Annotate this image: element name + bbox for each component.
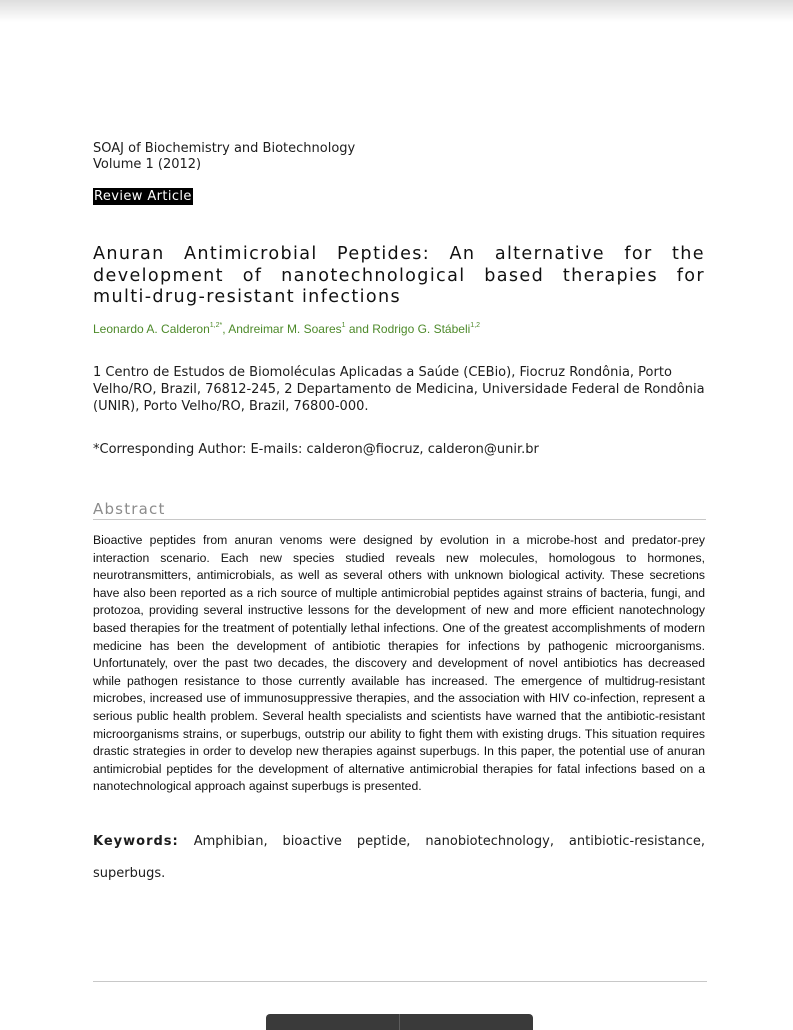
journal-header xyxy=(93,141,355,173)
toolbar-left-button[interactable] xyxy=(266,1014,399,1030)
page-footer-rule xyxy=(93,981,707,982)
author-list xyxy=(93,322,480,336)
author-name: Andreimar M. Soares xyxy=(228,322,342,336)
keywords xyxy=(93,826,705,890)
author-name: Rodrigo G. Stábeli xyxy=(372,322,471,336)
journal-volume: Volume 1 (2012) xyxy=(93,157,202,172)
keywords-label: Keywords: xyxy=(93,834,179,849)
viewer-toolbar xyxy=(266,1014,533,1030)
author-name: Leonardo A. Calderon xyxy=(93,322,210,336)
article-type-badge: Review Article xyxy=(94,189,192,204)
affiliations: 1 Centro de Estudos de Biomoléculas Aplicadas a Saúde (CEBio), Fiocruz Rondônia, Porto Velho/RO, Brazil, 76812-245, 2 Departamento de Medicina, Universidade Federal de Rondônia (UNIR), Porto Velho/RO, Brazil, 76800-000. xyxy=(93,365,705,414)
corresponding-author: *Corresponding Author: E-mails: calderon@fiocruz, calderon@unir.br xyxy=(93,442,539,457)
abstract-heading: Abstract xyxy=(93,500,706,520)
author-separator: and xyxy=(345,322,373,336)
abstract-text: Bioactive peptides from anuran venoms were designed by evolution in a microbe-host and predator-prey interaction scenario. Each new species studied reveals new molecules, homologous to hormones, neurotransmitters, antimicrobials, as well as several others with unknown biological activity. These secretions have also been reported as a rich source of multiple antimicrobial peptides against strains of bacteria, fungi, and protozoa, providing several instructive lessons for the development of new and more efficient nanotechnology based therapies for the treatment of potentially lethal infections. One of the greatest accomplishments of modern medicine has been the development of antibiotic therapies for infections by pathogenic microorganisms. Unfortunately, over the past two decades, the discovery and development of novel antibiotics has decreased while pathogen resistance to those currently available has increased. The emergence of multidrug-resistant microbes, increased use of immunosuppressive therapies, and the association with HIV co-infection, represent a serious public health problem. Several health specialists and scientists have warned that the antibiotic-resistant microorganisms strains, or superbugs, outstrip our ability to fight them with existing drugs. This situation requires drastic strategies in order to develop new therapies against superbugs. In this paper, the potential use of anuran antimicrobial peptides for the development of alternative antimicrobial therapies for fatal infections based on a nanotechnological approach against superbugs is presented. xyxy=(93,533,705,794)
keywords-text: Amphibian, bioactive peptide, nanobiotechnology, antibiotic-resistance, superbugs. xyxy=(93,834,705,881)
toolbar-right-button[interactable] xyxy=(400,1014,533,1030)
author-affiliation-mark: 1 xyxy=(341,322,346,329)
author-affiliation-mark: 1,2* xyxy=(209,322,223,329)
journal-name: SOAJ of Biochemistry and Biotechnology xyxy=(93,141,356,156)
article-title: Anuran Antimicrobial Peptides: An alternative for the development of nanotechnological based therapies for multi-drug-resistant infections xyxy=(93,244,705,307)
author-separator: , xyxy=(222,322,229,336)
viewer-top-shadow xyxy=(0,0,793,22)
author-affiliation-mark: 1,2 xyxy=(470,322,481,329)
